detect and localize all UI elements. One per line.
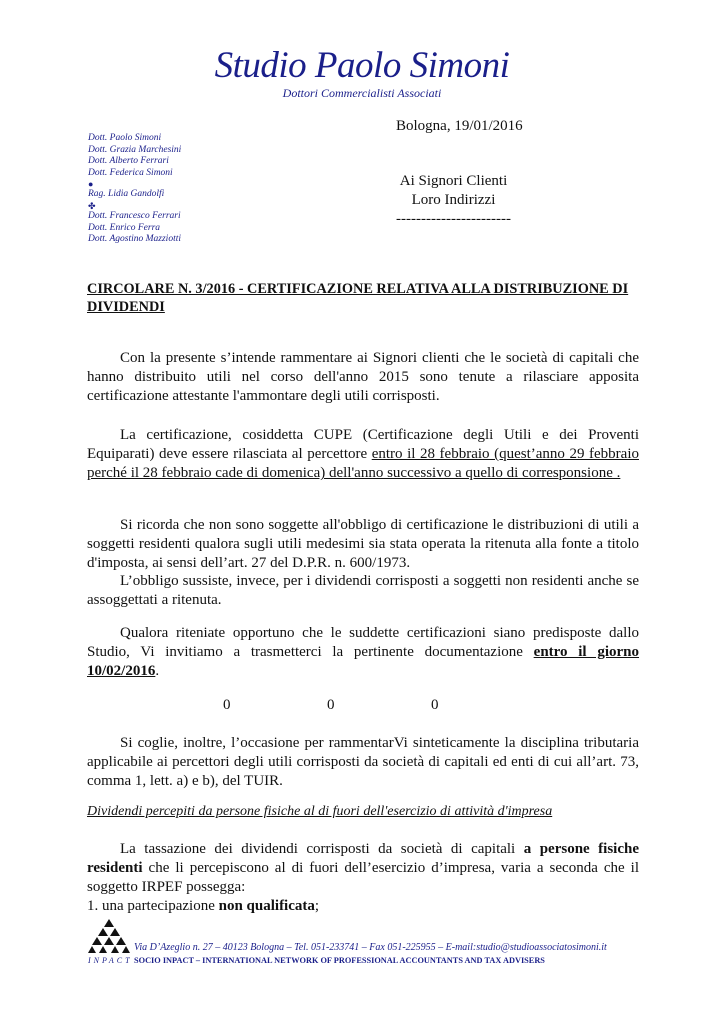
partner-name: Dott. Agostino Mazziotti (88, 234, 181, 245)
deadline-text: entro il 28 febbraio (quest’anno 29 febbraio perché il 28 febbraio cade di domenica) dell'anno successivo a quello di corresponsione . (87, 446, 639, 482)
emphasis-text: a persone fisiche residenti (87, 841, 639, 877)
firm-name: Studio Paolo Simoni (214, 45, 510, 86)
circular-title: CIRCOLARE N. 3/2016 - CERTIFICAZIONE RELATIVA ALLA DISTRIBUZIONE DI DIVIDENDI (87, 281, 629, 315)
paragraph-text: La certificazione, cosiddetta CUPE (Certificazione degli Utili e dei Proventi Equiparati) deve essere rilasciata al percettore (87, 427, 639, 463)
partner-name: Rag. Lidia Gandolfi (88, 189, 165, 200)
addressee-rule: ----------------------- (396, 211, 511, 227)
addressee-line: Loro Indirizzi (411, 192, 496, 208)
partner-name: Dott. Grazia Marchesini (88, 144, 182, 155)
separator-mark: 0 (223, 697, 231, 713)
paragraph (87, 734, 639, 792)
paragraph (87, 840, 639, 898)
footer-address: Via D’Azeglio n. 27 – 40123 Bologna – Tel. 051-233741 – Fax 051-225955 – E-mail:studio@studioassociatosimoni.it (134, 942, 607, 953)
addressee (396, 172, 511, 229)
list-item (87, 897, 639, 916)
ornament-icon: ✤ (88, 200, 96, 211)
paragraph-text: Si ricorda che non sono soggette all'obbligo di certificazione le distribuzioni di utili a soggetti residenti qualora sugli utili medesimi sia stata operata la ritenuta alla fonte a titolo d'imposta, ai sensi dell’art. 27 del D.P.R. n. 600/1973. (87, 517, 639, 572)
paragraph (87, 349, 639, 407)
paragraph-text: Si coglie, inoltre, l’occasione per rammentarVi sinteticamente la disciplina tributaria applicabile ai percettori degli utili corrisposti da società di capitali ed enti di cui all’art. 73, comma 1, lett. a) e b), del TUIR. (87, 735, 639, 790)
section-separator (223, 697, 535, 714)
footer-network: SOCIO INPACT – INTERNATIONAL NETWORK OF PROFESSIONAL ACCOUNTANTS AND TAX ADVISERS (134, 956, 545, 965)
addressee-line: Ai Signori Clienti (399, 173, 508, 189)
separator-mark: 0 (431, 697, 439, 713)
paragraph-text: L’obbligo sussiste, invece, per i dividendi corrisposti a soggetti non residenti anche se assoggettati a ritenuta. (87, 573, 639, 609)
paragraph-text: Con la presente s’intende rammentare ai Signori clienti che le società di capitali che hanno distribuito utili nel corso dell'anno 2015 sono tenute a rilasciare apposita certificazione attestante l'ammontare degli utili corrisposti. (87, 350, 639, 405)
deadline-text: entro il giorno 10/02/2016 (87, 644, 640, 680)
paragraph (87, 516, 639, 574)
partners-list (88, 133, 181, 246)
partner-name: Dott. Enrico Ferra (88, 222, 161, 233)
paragraph-text: che li percepiscono al di fuori dell’esercizio d’impresa, varia a seconda che il soggetto IRPEF possegga: (87, 860, 639, 896)
partner-name: Dott. Francesco Ferrari (88, 210, 181, 221)
bullet-icon: ● (88, 179, 94, 190)
partner-name: Dott. Paolo Simoni (88, 133, 162, 143)
partner-name: Dott. Federica Simoni (88, 167, 173, 178)
paragraph (87, 572, 639, 610)
punctuation: ; (314, 898, 320, 914)
date-line: Bologna, 19/01/2016 (396, 118, 523, 134)
footer-brand: INPACT (88, 956, 133, 965)
inpact-logo-icon (88, 918, 130, 959)
firm-subtitle: Dottori Commercialisti Associati (282, 86, 442, 100)
list-item-text: 1. una partecipazione (87, 898, 219, 914)
section-heading: Dividendi percepiti da persone fisiche al di fuori dell'esercizio di attività d'impresa (87, 804, 553, 819)
paragraph-text: Qualora riteniate opportuno che le suddette certificazioni siano predisposte dallo Studio, Vi invitiamo a trasmetterci la pertinente documentazione (87, 625, 639, 661)
punctuation: . (155, 663, 160, 680)
emphasis-text: non qualificata (218, 898, 315, 914)
partner-name: Dott. Alberto Ferrari (88, 156, 169, 167)
paragraph (87, 426, 639, 484)
paragraph (87, 624, 639, 682)
paragraph-text: La tassazione dei dividendi corrisposti da società di capitali (120, 841, 524, 857)
separator-mark: 0 (327, 697, 335, 713)
